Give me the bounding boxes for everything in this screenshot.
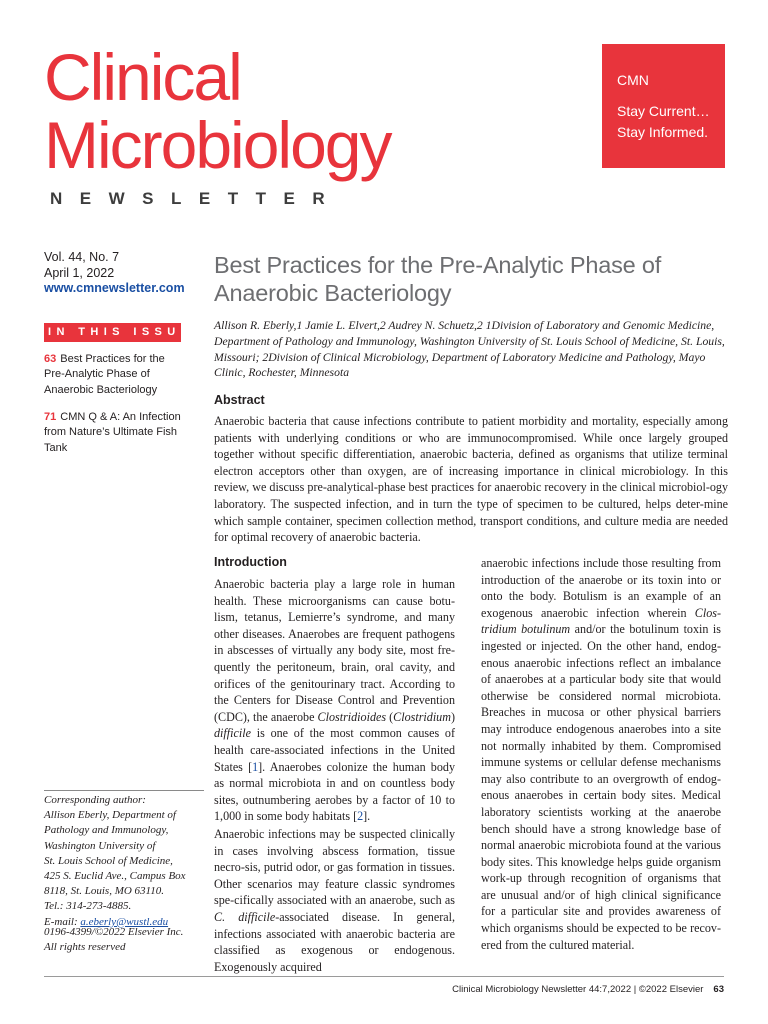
toc-item-page: 63	[44, 353, 57, 365]
body-text: Anaerobic infections may be suspected clinically in cases involving abscess formation, tissue necro-sis, putrid odor, or gas formation in tissues. Other scenarios may feature classic syndromes spe-cifically associated with an anaerobe, such as	[214, 827, 455, 908]
promo-line1: Stay Current…	[617, 103, 710, 119]
body-text: is one of the most common causes of health care-associated infections in the United States [	[214, 726, 455, 774]
masthead-title-line2: Microbiology	[44, 108, 391, 182]
corresponding-line: 425 S. Euclid Ave., Campus Box	[44, 870, 186, 883]
body-italic: difficile	[214, 726, 251, 741]
body-column-2	[481, 555, 721, 953]
corresponding-email-label: E-mail:	[44, 915, 78, 928]
corresponding-author	[44, 790, 204, 930]
body-text: Anaerobic bacteria play a large role in human health. These microorganisms can cause botu-lism, tetanus, Lemierre’s syndrome, and many other diseases. Anaerobes are frequent pathogens in abscesses of virtually any body site, most fre-quently the peritoneum, brain, oral cavity, and orifices of the genitourinary tract. According to the Centers for Disease Control and Prevention (CDC), the anaerobe	[214, 577, 455, 724]
promo-abbr: CMN	[617, 72, 649, 88]
corresponding-line: 8118, St. Louis, MO 63110.	[44, 885, 164, 898]
copyright-line2: All rights reserved	[44, 941, 126, 954]
toc-item-title: Best Practices for the Pre-Analytic Phase of Anaerobic Bacteriology	[44, 353, 165, 396]
masthead-title-line1: Clinical	[44, 40, 241, 114]
article-title: Best Practices for the Pre-Analytic Phase of Anaerobic Bacteriology	[214, 252, 662, 306]
toc-item[interactable]	[44, 352, 184, 398]
body-italic: C. difficile	[214, 909, 276, 924]
corresponding-line: St. Louis School of Medicine,	[44, 854, 173, 867]
copyright-line1: 0196-4399/©2022 Elsevier Inc.	[44, 926, 184, 938]
reference-link[interactable]: 1	[252, 759, 259, 774]
toc-item-title: CMN Q & A: An Infection from Nature’s Ultimate Fish Tank	[44, 411, 181, 454]
body-column-1-paragraph-2	[214, 826, 455, 975]
in-this-issue-label: IN THIS ISSUE	[44, 323, 181, 342]
corresponding-line: Pathology and Immunology,	[44, 824, 169, 837]
body-column-1-paragraph-1	[214, 576, 455, 825]
body-italic: Clostridioides	[317, 709, 387, 724]
corresponding-email-link[interactable]: a.eberly@wustl.edu	[80, 915, 169, 928]
copyright	[44, 925, 204, 955]
abstract-text: Anaerobic bacteria that cause infections contribute to patient morbidity and mortality, especially among patients with underlying conditions or who are immunocompromised. While once largely grouped together without specific differentiation, anaerobic bacteria, defined as organisms that utilize terminal electron acceptors other than oxygen, are of increasing importance in clinical microbiology. In this review, we discuss pre-analytical-phase best practices for anaerobic recovery in the clinical microbiol-ogy laboratory. The suspected infection, and in turn the type of specimen to be cultured, helps deter-mine which sample container, specimen collection method, transport conditions, and culture media are needed for optimal recovery of anaerobic bacteria.	[214, 414, 728, 545]
corresponding-line: Washington University of	[44, 839, 156, 852]
issue-meta	[44, 250, 185, 297]
footer-divider	[44, 976, 724, 977]
abstract-heading: Abstract	[214, 393, 265, 407]
reference-link[interactable]: 2	[357, 809, 364, 824]
body-text: )	[450, 709, 455, 724]
footer-page-number: 63	[713, 984, 724, 995]
body-text: ]. Anaerobes colonize the human body as normal microbiota in and on countless body sites, outnumbering aerobes by a factor of 10 to 1,000 in some body habitats [	[214, 759, 455, 824]
footer-citation: Clinical Microbiology Newsletter 44:7,2022 | ©2022 Elsevier	[452, 984, 704, 995]
masthead-subtitle: NEWSLETTER	[50, 189, 343, 208]
issue-url-link[interactable]: www.cmnewsletter.com	[44, 281, 185, 295]
corresponding-line: Allison Eberly, Department of	[44, 809, 176, 822]
toc-item[interactable]	[44, 410, 184, 456]
promo-line2: Stay Informed.	[617, 124, 709, 140]
body-text: anaerobic infections include those resulting from introduction of the anaerobe or its toxin into or onto the body. Botulism is an example of an exogenous anaerobic infection wherein	[481, 556, 721, 620]
body-text: ].	[363, 809, 371, 824]
toc-item-page: 71	[44, 411, 57, 423]
body-text: and/or the botulinum toxin is ingested or injected. On the other hand, endog-enous anaerobic infections reflect an imbalance of anaerobes at a particular body site that would otherwise be considered normal microbiota. Breaches in mucosa or other physical barriers may introduce endogenous anaerobes into a site not normally inhabited by them. Compromised immune systems or cellular defense mechanisms may also contribute to an overgrowth of endog-enous anaerobes in certain body sites. Medical laboratory scientists working at the anaerobe bench should have a strong knowledge base of normal anaerobic microbiota found at the various body sites. This knowledge helps guide organism work-up through recognition of organisms that are unusual and/or of high clinical significance for a particular site and provides awareness of which organisms should be expected to be recov-ered from the cultured material.	[481, 622, 721, 952]
body-italic: Clostridium	[393, 709, 451, 724]
issue-volume: Vol. 44, No. 7	[44, 250, 120, 264]
issue-date: April 1, 2022	[44, 265, 115, 280]
corresponding-heading: Corresponding author:	[44, 794, 146, 806]
corresponding-tel: Tel.: 314-273-4885.	[44, 900, 132, 913]
body-text: -associated disease. In general, infections associated with anaerobic bacteria are classified as exogenous or endogenous. Exogenously acquired	[214, 909, 455, 974]
promo-box	[602, 44, 725, 168]
article-authors: Allison R. Eberly,1 Jamie L. Elvert,2 Audrey N. Schuetz,2 1Division of Laboratory and Genomic Medicine, Department of Pathology and Immunology, Washington University of St. Louis School of Medicine, St. Louis, Missouri; 2Division of Clinical Microbiology, Department of Laboratory Medicine and Pathology, Mayo Clinic, Rochester, Minnesota	[214, 319, 725, 380]
body-text: (	[389, 709, 394, 724]
page-footer	[452, 984, 724, 995]
introduction-heading: Introduction	[214, 555, 287, 569]
body-italic: Clos-tridium botulinum	[481, 605, 721, 637]
